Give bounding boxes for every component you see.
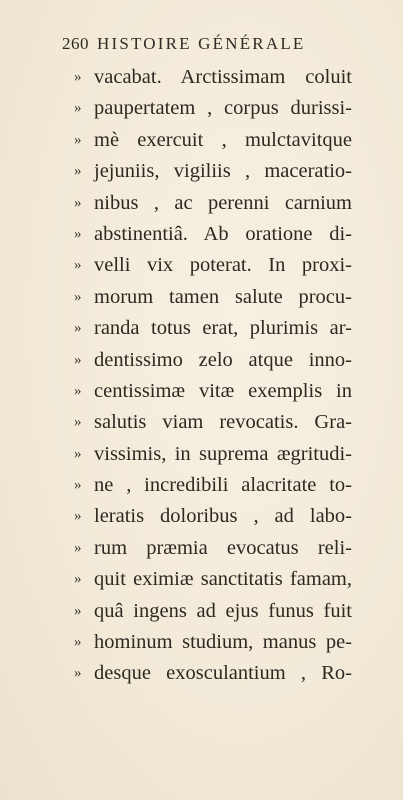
line-text: randa totus erat, plurimis ar- (94, 317, 352, 340)
line-text: dentissimo zelo atque inno- (94, 348, 352, 371)
quote-mark: » (74, 602, 82, 619)
quote-mark: » (74, 288, 82, 305)
text-line (62, 470, 352, 501)
quote-mark: » (74, 634, 82, 651)
line-text: nibus , ac perenni carnium (94, 191, 352, 214)
line-text: mè exercuit , mulctavitque (94, 128, 352, 151)
line-text: leratis doloribus , ad labo- (94, 505, 352, 528)
line-text: salutis viam revocatis. Gra- (94, 411, 352, 434)
page-number: 260 (62, 34, 89, 53)
text-line (62, 533, 352, 564)
line-text: morum tamen salute procu- (94, 285, 352, 308)
quote-mark: » (74, 257, 82, 274)
quote-mark: » (74, 508, 82, 525)
line-text: desque exosculantium , Ro- (94, 662, 352, 685)
quote-mark: » (74, 100, 82, 117)
text-line (62, 313, 352, 344)
text-line (62, 156, 352, 187)
line-text: rum præmia evocatus reli- (94, 536, 352, 559)
text-line (62, 627, 352, 658)
text-line (62, 250, 352, 281)
text-line (62, 407, 352, 438)
text-line (62, 219, 352, 250)
line-text: abstinentiâ. Ab oratione di- (94, 222, 352, 245)
text-line (62, 93, 352, 124)
text-line (62, 439, 352, 470)
quote-mark: » (74, 382, 82, 399)
line-text: centissimæ vitæ exemplis in (94, 379, 352, 402)
line-text: ne , incredibili alacritate to- (94, 474, 352, 497)
running-head (62, 34, 362, 56)
quote-mark: » (74, 69, 82, 85)
quote-mark: » (74, 539, 82, 556)
text-line (62, 125, 352, 156)
line-text: quâ ingens ad ejus funus fuit (94, 599, 352, 622)
line-text: velli vix poterat. In proxi- (94, 254, 352, 277)
line-text: jejuniis, vigiliis , maceratio- (94, 160, 352, 183)
quote-mark: » (74, 571, 82, 588)
line-text: hominum studium, manus pe- (94, 631, 352, 654)
text-line (62, 62, 352, 93)
text-line (62, 596, 352, 627)
running-title: HISTOIRE GÉNÉRALE (97, 34, 306, 53)
quote-mark: » (74, 131, 82, 148)
line-text: vissimis, in suprema ægritudi- (94, 442, 352, 465)
line-text: quit eximiæ sanctitatis famam, (94, 568, 352, 591)
line-text: vacabat. Arctissimam coluit (94, 66, 352, 88)
text-line (62, 282, 352, 313)
quote-mark: » (74, 320, 82, 337)
text-line (62, 564, 352, 595)
body-text (62, 62, 352, 690)
text-line (62, 376, 352, 407)
quote-mark: » (74, 225, 82, 242)
quote-mark: » (74, 351, 82, 368)
text-line (62, 658, 352, 689)
quote-mark: » (74, 445, 82, 462)
line-text: paupertatem , corpus durissi- (94, 97, 352, 120)
text-line (62, 345, 352, 376)
quote-mark: » (74, 163, 82, 180)
quote-mark: » (74, 194, 82, 211)
text-line (62, 188, 352, 219)
quote-mark: » (74, 665, 82, 682)
quote-mark: » (74, 477, 82, 494)
quote-mark: » (74, 414, 82, 431)
text-line (62, 501, 352, 532)
